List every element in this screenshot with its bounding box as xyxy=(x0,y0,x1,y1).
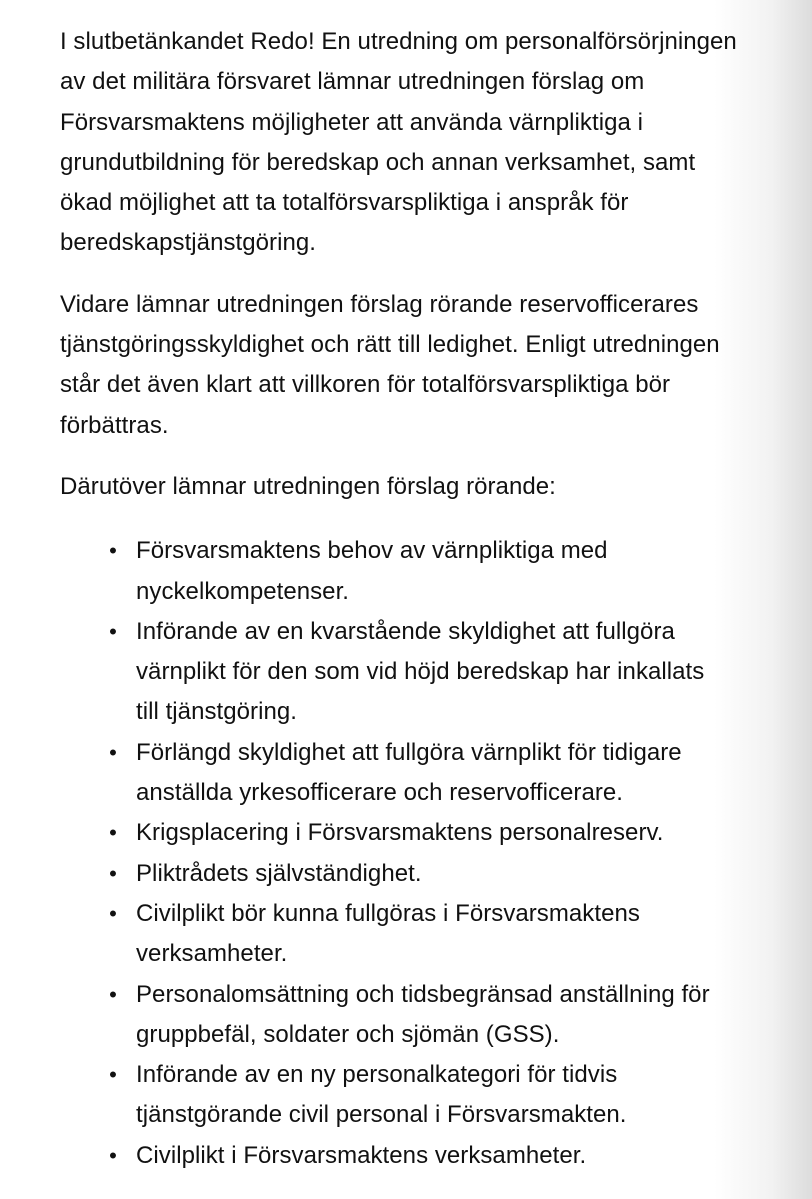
list-item xyxy=(60,612,726,733)
list-item xyxy=(60,531,726,612)
list-item-text: Pliktrådets självständighet. xyxy=(136,859,422,887)
bullet-icon: • xyxy=(109,739,117,765)
bullet-icon: • xyxy=(109,981,117,1007)
bullet-icon: • xyxy=(109,1142,117,1168)
list-item-text: Personalomsättning och tidsbegränsad anställning för gruppbefäl, soldater och sjömän (GSS). xyxy=(136,980,710,1048)
document-body xyxy=(60,22,780,1176)
bullet-icon: • xyxy=(109,860,117,886)
list-item-text: Civilplikt i Försvarsmaktens verksamheter. xyxy=(136,1141,587,1169)
list-item xyxy=(60,1136,768,1176)
bullet-icon: • xyxy=(109,618,117,644)
list-item-text: Införande av en ny personalkategori för tidvis tjänstgörande civil personal i Försvarsmakten. xyxy=(136,1061,627,1129)
list-item-text: Civilplikt bör kunna fullgöras i Försvarsmaktens verksamheter. xyxy=(136,899,640,968)
bullet-icon: • xyxy=(109,1062,117,1088)
list-item xyxy=(60,894,726,975)
list-item xyxy=(60,975,768,1056)
list-item xyxy=(60,813,768,853)
list-item xyxy=(60,854,768,894)
bullet-icon: • xyxy=(109,820,117,846)
list-item-text: Försvarsmaktens behov av värnpliktiga med nyckelkompetenser. xyxy=(136,537,608,605)
list-item xyxy=(60,1055,726,1136)
paragraph-list-intro: Därutöver lämnar utredningen förslag rörande: xyxy=(60,472,556,500)
paragraph-reservofficerare: Vidare lämnar utredningen förslag rörande reservofficerares tjänstgöringsskyldighet och rätt till ledighet. Enligt utredningen står det även klart att villkoren för totalförsvarspliktiga bör förbättras. xyxy=(60,290,720,439)
paragraph-intro: I slutbetänkandet Redo! En utredning om personalförsörjningen av det militära försvaret lämnar utredningen förslag om Försvarsmaktens möjligheter att använda värnpliktiga i grundutbildning för beredskap och annan verksamhet, samt ökad möjlighet att ta totalförsvarspliktiga i anspråk för beredskapstjänstgöring. xyxy=(60,28,737,257)
bullet-icon: • xyxy=(109,538,117,564)
list-item-text: Införande av en kvarstående skyldighet att fullgöra värnplikt för den som vid höjd beredskap har inkallats till tjänstgöring. xyxy=(136,617,705,726)
list-item xyxy=(60,733,768,814)
proposal-list xyxy=(60,531,780,1176)
list-item-text: Förlängd skyldighet att fullgöra värnplikt för tidigare anställda yrkesofficerare och reservofficerare. xyxy=(136,738,682,807)
bullet-icon: • xyxy=(109,900,117,926)
list-item-text: Krigsplacering i Försvarsmaktens personalreserv. xyxy=(136,819,664,847)
